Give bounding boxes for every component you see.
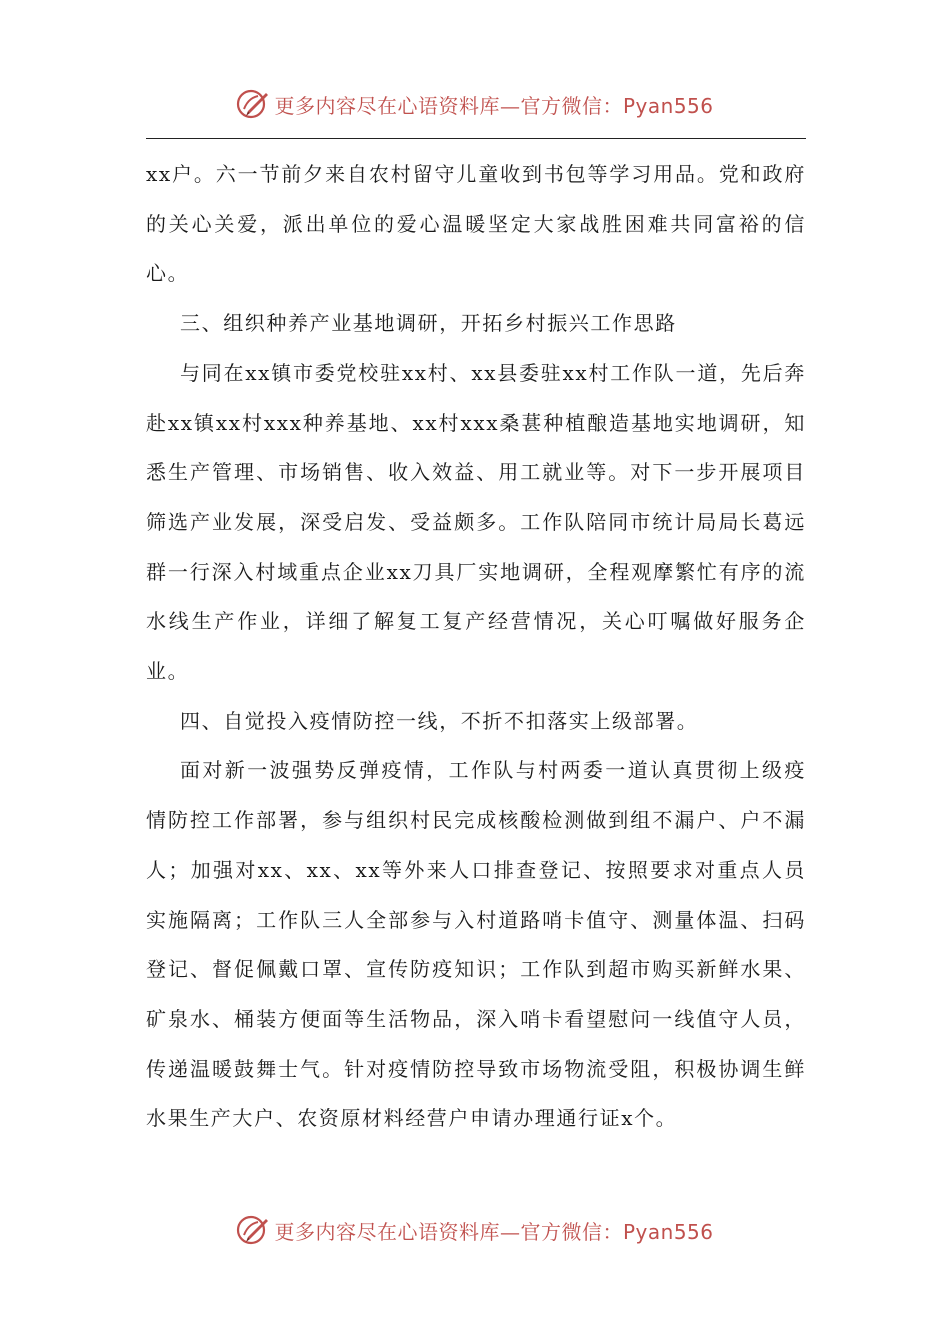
header-banner-text — [274, 90, 713, 119]
paragraph-epidemic-control: 面对新一波强势反弹疫情，工作队与村两委一道认真贯彻上级疫情防控工作部署，参与组织村民完成核酸检测做到组不漏户、户不漏人；加强对xx、xx、xx等外来人口排查登记、按照要求对重点人员实施隔离；工作队三人全部参与入村道路哨卡值守、测量体温、扫码登记、督促佩戴口罩、宣传防疫知识；工作队到超市购买新鲜水果、矿泉水、桶装方便面等生活物品，深入哨卡看望慰问一线值守人员，传递温暖鼓舞士气。针对疫情防控导致市场物流受阻，积极协调生鲜水果生产大户、农资原材料经营户申请办理通行证x个。 — [146, 758, 806, 1131]
paragraph-continuation: xx户。六一节前夕来自农村留守儿童收到书包等学习用品。党和政府的关心关爱，派出单位的爱心温暖坚定大家战胜困难共同富裕的信心。 — [146, 162, 806, 286]
paragraph-industry-research: 与同在xx镇市委党校驻xx村、xx县委驻xx村工作队一道，先后奔赴xx镇xx村xxx种养基地、xx村xxx桑葚种植酿造基地实地调研，知悉生产管理、市场销售、收入效益、用工就业等。对下一步开展项目筛选产业发展，深受启发、受益颇多。工作队陪同市统计局局长葛远群一行深入村域重点企业xx刀具厂实地调研，全程观摩繁忙有序的流水线生产作业，详细了解复工复产经营情况，关心叮嘱做好服务企业。 — [146, 360, 806, 684]
header-banner-brand: Pyan556 — [622, 93, 714, 118]
footer-banner-prefix: 更多内容尽在心语资料库—官方微信： — [274, 1219, 623, 1244]
footer-banner — [0, 1208, 950, 1252]
header-banner-prefix: 更多内容尽在心语资料库—官方微信： — [274, 93, 623, 118]
footer-banner-text — [274, 1216, 713, 1245]
footer-banner-brand: Pyan556 — [622, 1219, 714, 1244]
section-heading-3: 三、组织种养产业基地调研，开拓乡村振兴工作思路 — [180, 311, 677, 336]
document-body — [146, 150, 806, 1144]
section-heading-4: 四、自觉投入疫情防控一线，不折不扣落实上级部署。 — [180, 708, 699, 733]
pen-logo-icon — [236, 87, 270, 121]
header-divider — [146, 138, 806, 139]
header-banner — [0, 82, 950, 126]
pen-logo-icon — [236, 1213, 270, 1247]
